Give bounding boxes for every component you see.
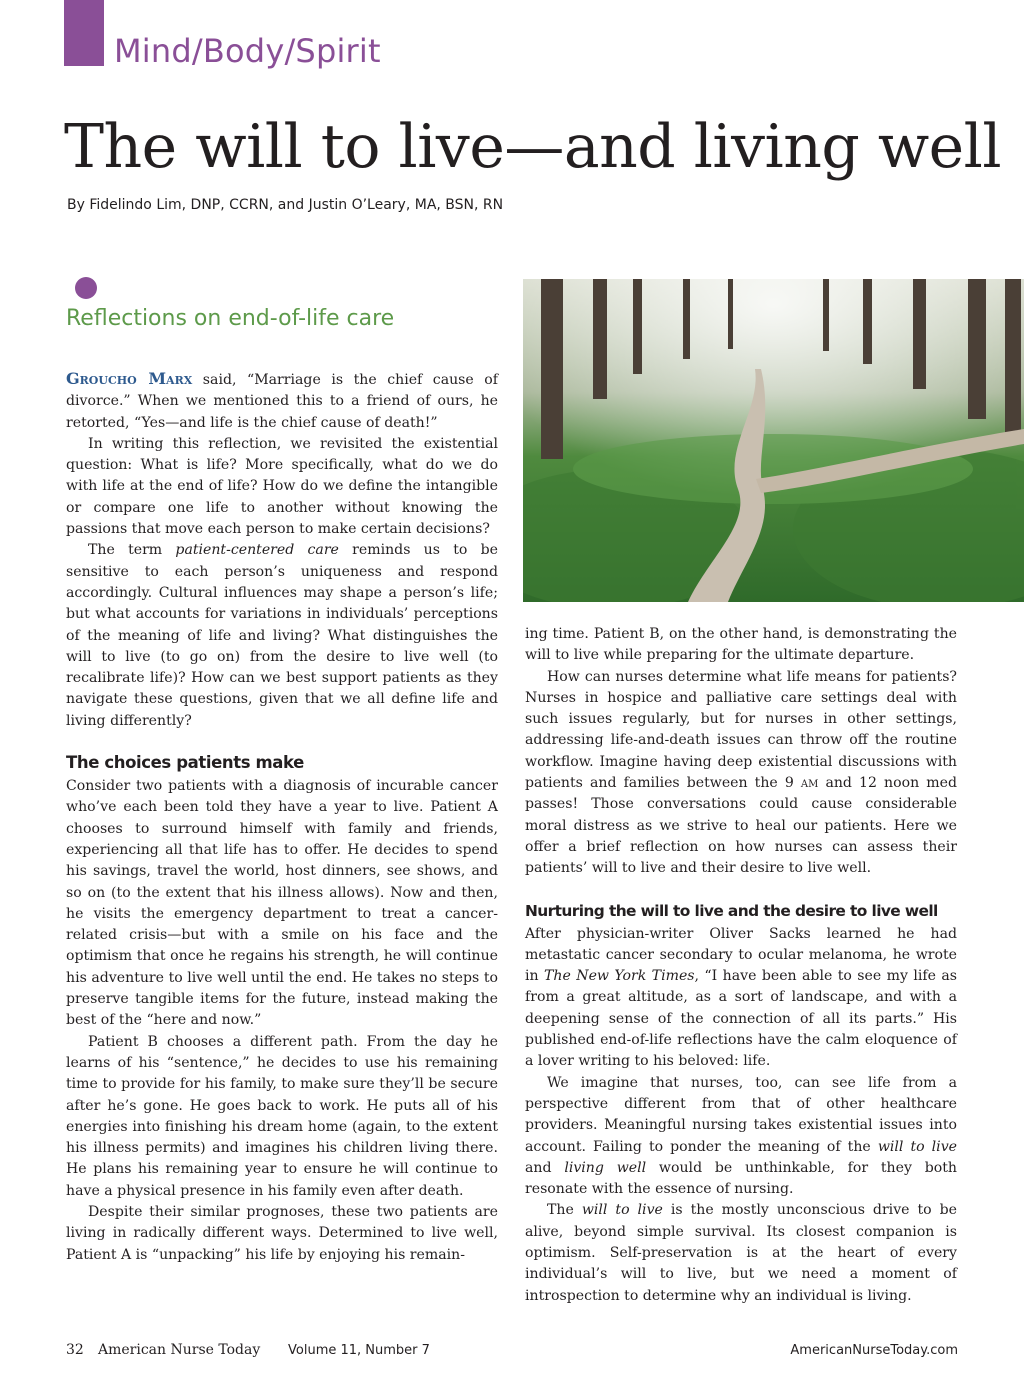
opening-name: Groucho Marx (66, 369, 193, 388)
section-label: Mind/Body/Spirit (114, 32, 381, 70)
subhead-choices: The choices patients make (66, 753, 304, 773)
paragraph: Consider two patients with a diagnosis of incurable cancer who’ve each been told they have a year to live. Patient A chooses to surround himself with family and friends, experiencing all that life has to offer. He decides to spend his savings, travel the world, host dinners, see shows, and so on (to the extent that his illness allows). Now and then, he visits the emergency department to treat a cancer-related crisis—but with a smile on his face and the optimism that once he regains his strength, he will continue his adventure to live well until the end. He takes no steps to preserve tangible items for the future, instead making the best of the “here and now.” (66, 778, 498, 1029)
paragraph: ing time. Patient B, on the other hand, is demonstrating the will to live while preparing for the ultimate departure. (525, 626, 957, 664)
paragraph: The will to live is the mostly unconscious drive to be alive, beyond simple survival. Its closest companion is optimism. Self-preservation is at the heart of every individual’s will to live, but we need a moment of introspection to determine why an individual is living. (525, 1202, 957, 1304)
paragraph: Despite their similar prognoses, these two patients are living in radically different ways. Determined to live well, Patient A is “unpacking” his life by enjoying his remain- (66, 1203, 498, 1263)
section-color-bar (64, 0, 104, 66)
paragraph: Patient B chooses a different path. From the day he learns of his “sentence,” he decides to use his remaining time to provide for his family, to make sure they’ll be secure after he’s gone. He goes back to work. He puts all of his energies into finishing his dream home (again, to the extent his illness permits) and imagines his children living there. He plans his remaining year to ensure he will continue to have a physical presence in his family even after death. (66, 1033, 498, 1199)
volume-info: Volume 11, Number 7 (288, 1343, 430, 1358)
paragraph: We imagine that nurses, too, can see life from a perspective different from that of other healthcare providers. Meaningful nursing takes existential issues into account. Failing to ponder the meaning of the will to live and living well would be unthinkable, for they both resonate with the essence of nursing. (525, 1074, 957, 1198)
right-column (525, 624, 957, 1307)
paragraph: After physician-writer Oliver Sacks learned he had metastatic cancer secondary to ocular melanoma, he wrote in The New York Times, “I have been able to see my life as from a great altitude, as a sort of landscape, and with a deepening sense of the connection of all its parts.” His published end-of-life reflections have the calm eloquence of a lover writing to his beloved: life. (525, 925, 957, 1070)
forest-path-photo (523, 279, 1024, 602)
byline: By Fidelindo Lim, DNP, CCRN, and Justin O’Leary, MA, BSN, RN (67, 197, 504, 213)
paragraph: In writing this reflection, we revisited the existential question: What is life? More specifically, what do we do with life at the end of life? How do we define the intangible or compare one life to another without knowing the passions that move each person to make certain decisions? (66, 435, 498, 538)
left-column (66, 368, 498, 1266)
magazine-name: American Nurse Today (98, 1342, 261, 1358)
website-url: AmericanNurseToday.com (790, 1343, 958, 1358)
page-number: 32 (66, 1342, 84, 1358)
paragraph: How can nurses determine what life means for patients? Nurses in hospice and palliative care settings deal with such issues regularly, but for nurses in other settings, addressing life-and-death issues can throw off the routine workflow. Imagine having deep existential discussions with patients and families between the 9 am and 12 noon med passes! Those conversations could cause considerable moral distress as we strive to heal our patients. Here we offer a brief reflection on how nurses can assess their patients’ will to live and their desire to live well. (525, 668, 957, 877)
paragraph: The term patient-centered care reminds us to be sensitive to each person’s uniqueness and respond accordingly. Cultural influences may shape a person’s life; but what accounts for variations in individuals’ perceptions of the meaning of life and living? What distinguishes the will to live (to go on) from the desire to live well (to recalibrate life)? How can we best support patients as they navigate these questions, given that we all define life and living differently? (66, 542, 498, 729)
deck-subtitle: Reflections on end-of-life care (66, 306, 395, 331)
bullet-dot-icon (75, 277, 97, 299)
article-title: The will to live—and living well (64, 112, 1002, 182)
subhead-nurturing: Nurturing the will to live and the desire to live well (525, 901, 938, 920)
paragraph: Groucho Marx said, “Marriage is the chief cause of divorce.” When we mentioned this to a friend of ours, he retorted, “Yes—and life is the chief cause of death!” (66, 369, 498, 431)
